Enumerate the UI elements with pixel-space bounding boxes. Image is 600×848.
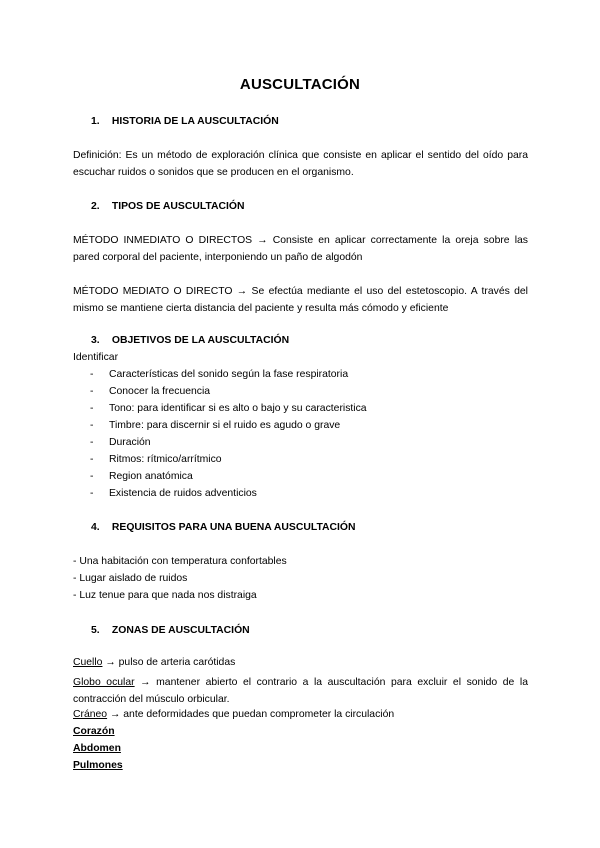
list-item <box>90 454 222 465</box>
section-heading-requisitos <box>91 522 356 533</box>
section-heading-zonas <box>91 625 250 636</box>
list-dash: - <box>90 488 94 499</box>
section-title: ZONAS DE AUSCULTACIÓN <box>111 625 250 636</box>
section-title: REQUISITOS PARA UNA BUENA AUSCULTACIÓN <box>111 522 356 533</box>
requirement-item: - Lugar aislado de ruidos <box>73 573 188 584</box>
list-dash: - <box>90 369 94 380</box>
zone-craneo <box>73 709 394 720</box>
requirement-item: - Una habitación con temperatura confortables <box>73 556 287 567</box>
method-inmediato-paragraph: MÉTODO INMEDIATO O DIRECTOS → Consiste en aplicar correctamente la oreja sobre las pared corporal del paciente, interponiendo un paño de algodón <box>73 235 528 263</box>
list-item-text: Características del sonido según la fase respiratoria <box>109 369 349 380</box>
organ-corazon: Corazón <box>73 726 115 737</box>
organ-abdomen: Abdomen <box>73 743 121 754</box>
list-item-text: Region anatómica <box>109 471 193 482</box>
list-item <box>90 386 210 397</box>
zone-description: → mantener abierto el contrario a la auscultación para excluir el sonido de la contracción del músculo orbicular. <box>73 677 528 705</box>
list-dash: - <box>90 471 94 482</box>
list-dash: - <box>90 420 94 431</box>
list-item <box>90 369 348 380</box>
requirement-item: - Luz tenue para que nada nos distraiga <box>73 590 257 601</box>
list-item-text: Existencia de ruidos adventicios <box>109 488 257 499</box>
method-mediato-paragraph: MÉTODO MEDIATO O DIRECTO → Se efectúa mediante el uso del estetoscopio. A través del mismo se mantiene cierta distancia del paciente y resulta más cómodo y eficiente <box>73 286 528 314</box>
zone-description: → ante deformidades que puedan comprometer la circulación <box>107 709 395 720</box>
document-title: AUSCULTACIÓN <box>239 76 361 93</box>
zone-name: Cráneo <box>73 709 108 720</box>
definition-paragraph: Definición: Es un método de exploración clínica que consiste en aplicar el sentido del oído para escuchar ruidos o sonidos que se producen en el organismo. <box>73 150 528 178</box>
zone-name: Globo ocular <box>73 677 135 688</box>
section-number: 1. <box>91 116 100 127</box>
objectives-intro: Identificar <box>73 352 119 363</box>
zone-cuello <box>73 657 235 668</box>
list-item-text: Duración <box>109 437 151 448</box>
section-number: 2. <box>91 201 100 212</box>
list-item <box>90 437 151 448</box>
section-number: 4. <box>91 522 100 533</box>
section-heading-historia <box>91 116 279 127</box>
list-dash: - <box>90 454 94 465</box>
organ-pulmones: Pulmones <box>73 760 123 771</box>
section-title: TIPOS DE AUSCULTACIÓN <box>111 201 245 212</box>
list-dash: - <box>90 386 94 397</box>
zone-description: → pulso de arteria carótidas <box>102 657 236 668</box>
section-number: 3. <box>91 335 100 346</box>
list-item-text: Ritmos: rítmico/arrítmico <box>109 454 222 465</box>
list-dash: - <box>90 403 94 414</box>
list-item <box>90 420 340 431</box>
list-item-text: Tono: para identificar si es alto o bajo y su caracteristica <box>109 403 367 414</box>
list-item-text: Conocer la frecuencia <box>109 386 211 397</box>
zone-globo-ocular <box>73 674 528 708</box>
zone-name: Cuello <box>73 657 103 668</box>
list-item <box>90 403 367 414</box>
section-heading-objetivos <box>91 335 289 346</box>
list-dash: - <box>90 437 94 448</box>
section-heading-tipos <box>91 201 244 212</box>
section-title: OBJETIVOS DE LA AUSCULTACIÓN <box>111 335 290 346</box>
section-number: 5. <box>91 625 100 636</box>
list-item <box>90 471 193 482</box>
list-item <box>90 488 257 499</box>
section-title: HISTORIA DE LA AUSCULTACIÓN <box>111 116 279 127</box>
list-item-text: Timbre: para discernir si el ruido es agudo o grave <box>109 420 341 431</box>
